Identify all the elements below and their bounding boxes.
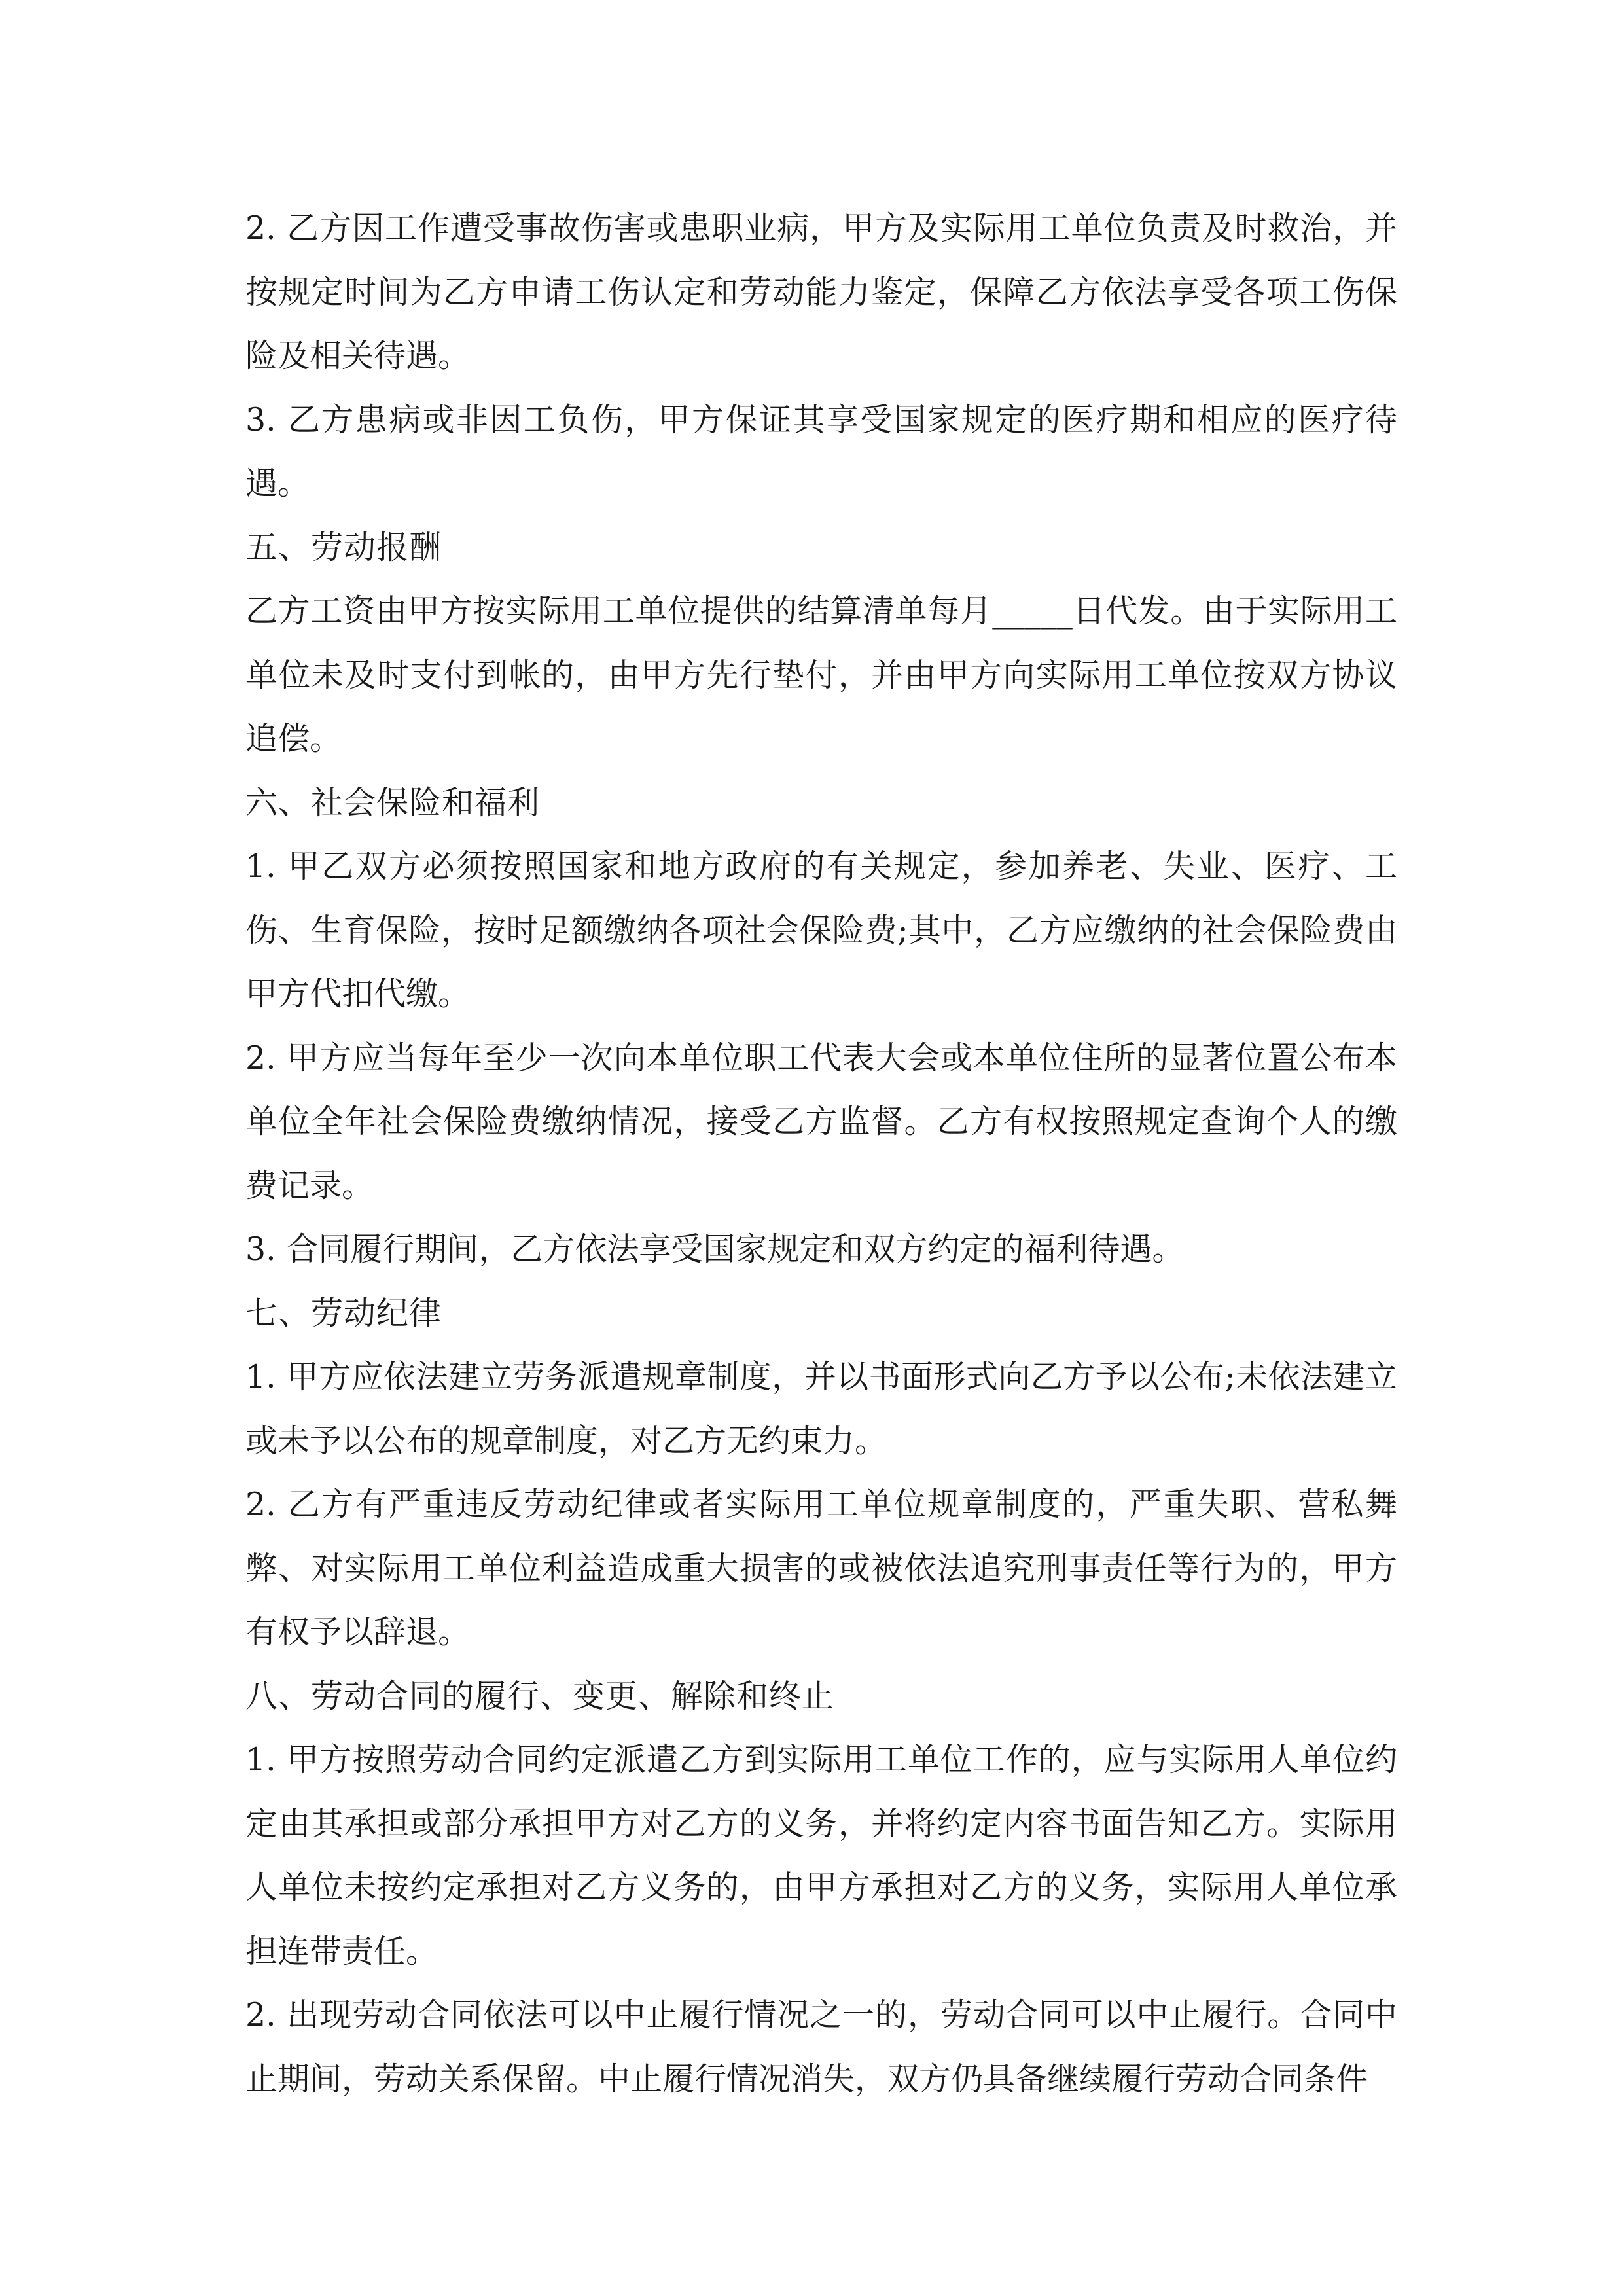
clause-paragraph: 1. 甲方按照劳动合同约定派遣乙方到实际用工单位工作的，应与实际用人单位约定由其承担或部分承担甲方对乙方的义务，并将约定内容书面告知乙方。实际用人单位未按约定承担对乙方义务的，由甲方承担对乙方的义务，实际用人单位承担连带责任。 — [245, 1741, 1397, 1970]
section-heading: 六、社会保险和福利 — [245, 783, 541, 821]
clause-paragraph: 3. 合同履行期间，乙方依法享受国家规定和双方约定的福利待遇。 — [245, 1230, 1185, 1268]
clause-paragraph: 1. 甲乙双方必须按照国家和地方政府的有关规定，参加养老、失业、医疗、工伤、生育保险，按时足额缴纳各项社会保险费;其中，乙方应缴纳的社会保险费由甲方代扣代缴。 — [245, 848, 1397, 1013]
contract-body — [245, 196, 1397, 2111]
clause-paragraph: 3. 乙方患病或非因工负伤，甲方保证其享受国家规定的医疗期和相应的医疗待遇。 — [245, 401, 1397, 502]
clause-paragraph: 2. 甲方应当每年至少一次向本单位职工代表大会或本单位住所的显著位置公布本单位全年社会保险费缴纳情况，接受乙方监督。乙方有权按照规定查询个人的缴费记录。 — [245, 1039, 1397, 1204]
clause-paragraph: 乙方工资由甲方按实际用工单位提供的结算清单每月_____日代发。由于实际用工单位未及时支付到帐的，由甲方先行垫付，并由甲方向实际用工单位按双方协议追偿。 — [245, 592, 1397, 757]
clause-paragraph: 1. 甲方应依法建立劳务派遣规章制度，并以书面形式向乙方予以公布;未依法建立或未予以公布的规章制度，对乙方无约束力。 — [245, 1358, 1397, 1460]
section-heading: 五、劳动报酬 — [245, 528, 442, 566]
section-heading: 七、劳动纪律 — [245, 1294, 442, 1332]
section-heading: 八、劳动合同的履行、变更、解除和终止 — [245, 1677, 835, 1715]
clause-paragraph: 2. 出现劳动合同依法可以中止履行情况之一的，劳动合同可以中止履行。合同中止期间，劳动关系保留。中止履行情况消失，双方仍具备继续履行劳动合同条件 — [245, 1996, 1397, 2098]
clause-paragraph: 2. 乙方因工作遭受事故伤害或患职业病，甲方及实际用工单位负责及时救治，并按规定时间为乙方申请工伤认定和劳动能力鉴定，保障乙方依法享受各项工伤保险及相关待遇。 — [245, 209, 1397, 374]
clause-paragraph: 2. 乙方有严重违反劳动纪律或者实际用工单位规章制度的，严重失职、营私舞弊、对实际用工单位利益造成重大损害的或被依法追究刑事责任等行为的，甲方有权予以辞退。 — [245, 1486, 1397, 1651]
